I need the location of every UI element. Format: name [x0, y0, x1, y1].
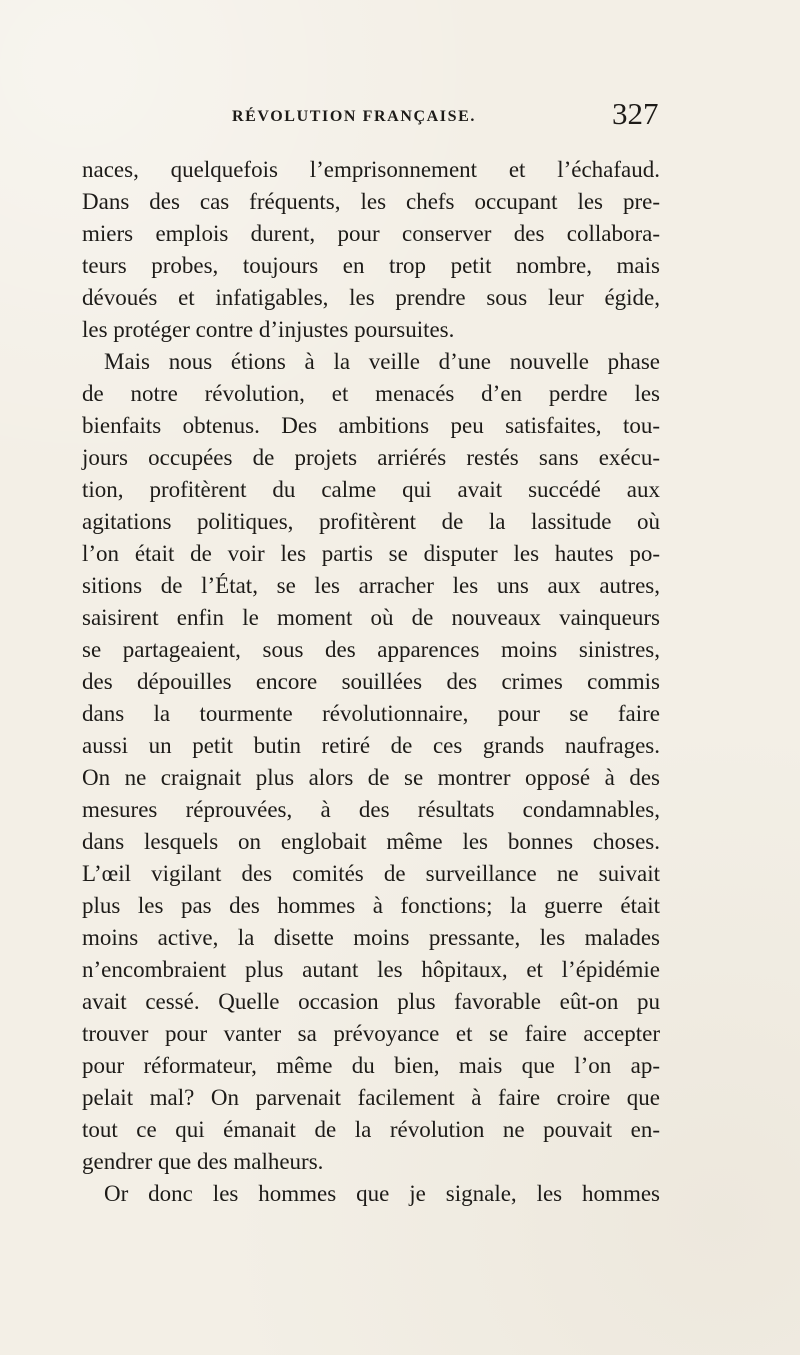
text-line: naces, quelquefois l’emprisonnement et l’échafaud. — [82, 157, 660, 182]
text-line: de notre révolution, et menacés d’en perdre les — [82, 381, 660, 406]
text-line: dans la tourmente révolutionnaire, pour se faire — [82, 701, 660, 726]
text-line: teurs probes, toujours en trop petit nombre, mais — [82, 253, 660, 278]
text-line: Mais nous étions à la veille d’une nouvelle phase — [104, 349, 660, 374]
text-line: saisirent enfin le moment où de nouveaux vainqueurs — [82, 605, 660, 630]
text-line: L’œil vigilant des comités de surveillance ne suivait — [82, 861, 660, 886]
text-line: avait cessé. Quelle occasion plus favorable eût-on pu — [82, 989, 660, 1014]
text-line: pelait mal? On parvenait facilement à faire croire que — [82, 1085, 660, 1110]
page-number: 327 — [612, 96, 659, 131]
text-line: On ne craignait plus alors de se montrer opposé à des — [82, 765, 660, 790]
running-head: RÉVOLUTION FRANÇAISE. — [232, 108, 476, 125]
text-line: dans lesquels on englobait même les bonnes choses. — [82, 829, 660, 854]
text-line: moins active, la disette moins pressante, les malades — [82, 925, 660, 950]
text-line: Dans des cas fréquents, les chefs occupant les pre- — [82, 189, 660, 214]
text-line: bienfaits obtenus. Des ambitions peu satisfaites, tou- — [82, 413, 660, 438]
text-line: tion, profitèrent du calme qui avait succédé aux — [82, 477, 660, 502]
text-line: gendrer que des malheurs. — [82, 1149, 324, 1174]
text-line: agitations politiques, profitèrent de la lassitude où — [82, 509, 660, 534]
text-line: plus les pas des hommes à fonctions; la guerre était — [82, 893, 660, 918]
text-line: n’encombraient plus autant les hôpitaux, et l’épidémie — [82, 957, 660, 982]
text-line: l’on était de voir les partis se disputer les hautes po- — [82, 541, 660, 566]
text-line: mesures réprouvées, à des résultats condamnables, — [82, 797, 660, 822]
text-line: sitions de l’État, se les arracher les uns aux autres, — [82, 573, 660, 598]
text-line: Or donc les hommes que je signale, les hommes — [104, 1181, 660, 1206]
page-header — [0, 90, 800, 138]
text-line: aussi un petit butin retiré de ces grands naufrages. — [82, 733, 660, 758]
text-line: trouver pour vanter sa prévoyance et se faire accepter — [82, 1021, 660, 1046]
text-line: tout ce qui émanait de la révolution ne pouvait en- — [82, 1117, 660, 1142]
text-line: se partageaient, sous des apparences moins sinistres, — [82, 637, 660, 662]
text-line: miers emplois durent, pour conserver des collabora- — [82, 221, 660, 246]
body-text — [82, 140, 672, 1206]
text-line: pour réformateur, même du bien, mais que l’on ap- — [82, 1053, 660, 1078]
text-line: jours occupées de projets arriérés restés sans exécu- — [82, 445, 660, 470]
text-line: dévoués et infatigables, les prendre sous leur égide, — [82, 285, 660, 310]
text-line: des dépouilles encore souillées des crimes commis — [82, 669, 660, 694]
text-line: les protéger contre d’injustes poursuites. — [82, 317, 455, 342]
